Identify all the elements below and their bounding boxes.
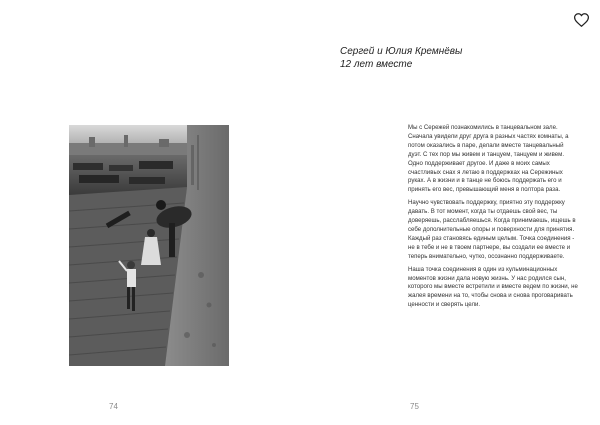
story-text xyxy=(408,124,578,314)
photo-dancers xyxy=(69,125,229,366)
page-number-left: 74 xyxy=(109,402,118,411)
favorite-button[interactable] xyxy=(572,11,590,29)
page-number-right: 75 xyxy=(410,402,419,411)
couple-names: Сергей и Юлия Кремнёвы xyxy=(340,46,463,57)
heart-icon xyxy=(574,13,589,27)
story-paragraph: Научно чувствовать поддержку, приятно эту поддержку давать. В тот момент, когда ты отдаешь свой вес, ты доверяешь, расслабляешься. Когда принимаешь, ищешь в себе дополнительные опоры и поверхности для принятия. Каждый раз становясь единым целым. Точка соединения - не в тебе и не в твоем партнере, вы создали ее вместе и теперь внимательно, чутко, осознанно поддерживаете. xyxy=(408,199,576,260)
years-together: 12 лет вместе xyxy=(340,59,413,70)
story-paragraph: Мы с Сережей познакомились в танцевальном зале. Сначала увидели друг друга в разных частях комнаты, а потом оказались в паре, делали вместе танцевальный дуэт. С тех пор мы живем и танцуем, танцуем и живем. Одно поддерживает другое. И даже в моих самых счастливых снах я летаю в поддержках на Сережиных руках. А в жизни и в танце не боюсь поддержать его и принять его вес, превышающий меня в полтора раза. xyxy=(408,124,569,194)
story-paragraph: Наша точка соединения в один из кульминационных моментов жизни дала новую жизнь. У нас родился сын, которого мы вместе встретили и вместе ведем по жизни, не жалея времени на то, чтобы снова и снова проговаривать ценности и сверять цели. xyxy=(408,265,578,309)
story-title xyxy=(340,45,540,71)
